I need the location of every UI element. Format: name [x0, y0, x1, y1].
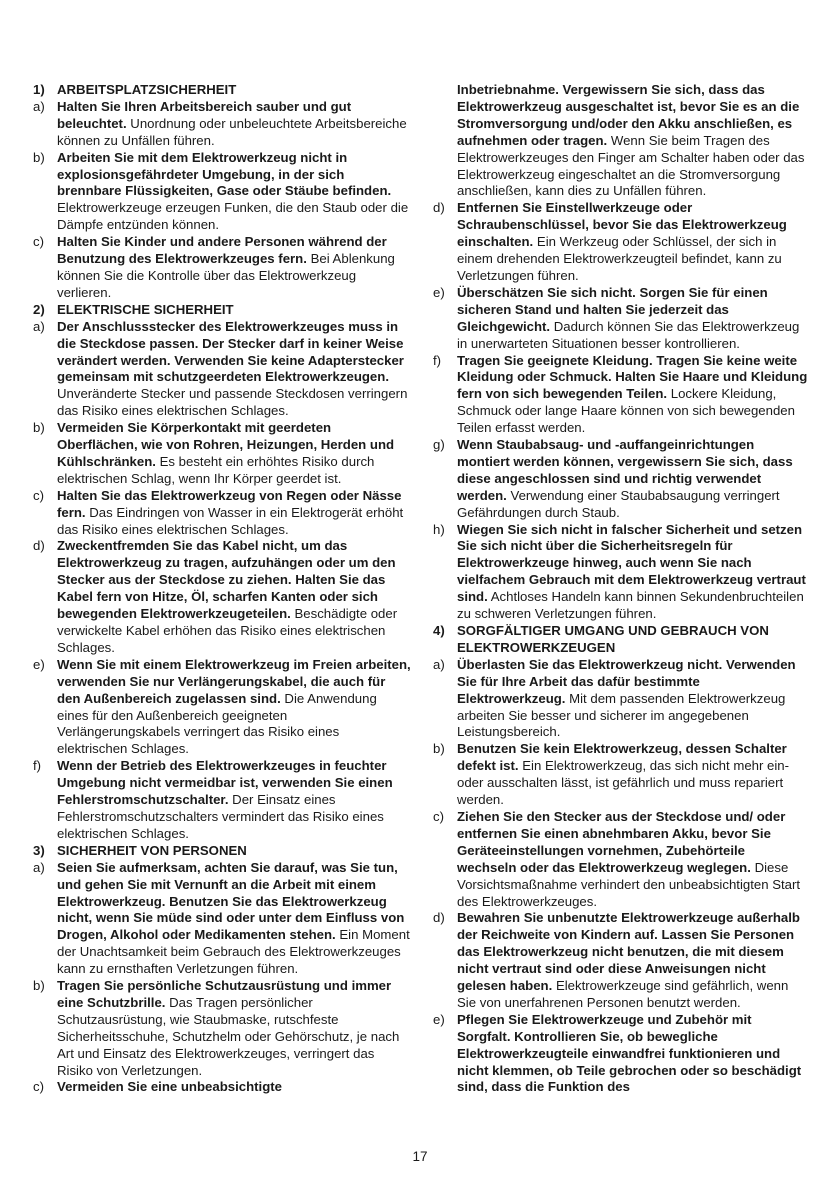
item-marker: b) — [33, 149, 45, 165]
item-explanation: Ein Moment der Unachtsamkeit beim Gebrauch des Elektrowerkzeuges kann zu ernsthaften Verletzungen führen. — [57, 927, 410, 977]
item-marker: c) — [33, 234, 44, 250]
item-marker: a) — [33, 318, 45, 334]
item-instruction: Ziehen Sie den Stecker aus der Steckdose und/ oder entfernen Sie einen abnehmbaren Akku, bevor Sie Geräteeinstellungen vornehmen, Zubehörteile wechseln oder das Elektrowerkzeug weglegen. — [457, 808, 786, 875]
page-number: 17 — [412, 1149, 428, 1164]
item-marker: h) — [433, 521, 445, 537]
instruction-item — [33, 488, 411, 539]
item-explanation: Die Anwendung eines für den Außenbereich geeigneten Verlängerungskabels verringert das Risiko eines elektrischen Schlages. — [57, 690, 377, 757]
instruction-item — [433, 200, 808, 285]
instruction-item — [433, 437, 808, 522]
instruction-item — [33, 99, 411, 150]
item-marker: a) — [33, 98, 45, 114]
instruction-item — [433, 809, 808, 910]
instruction-item — [433, 82, 808, 200]
item-marker: b) — [33, 978, 45, 994]
item-instruction: Tragen Sie persönliche Schutzausrüstung und immer eine Schutzbrille. — [57, 978, 392, 1010]
item-marker — [433, 82, 457, 200]
item-marker: a) — [33, 859, 45, 875]
item-explanation: Unordnung oder unbeleuchtete Arbeitsbereiche können zu Unfällen führen. — [57, 115, 407, 148]
item-instruction: Bewahren Sie unbenutzte Elektrowerkzeuge außerhalb der Reichweite von Kindern auf. Lassen Sie Personen das Elektrowerkzeug nicht benutzen, die mit diesem nicht vertraut sind oder diese Anweisungen nicht gelesen haben. — [457, 910, 800, 994]
item-body — [457, 200, 808, 285]
item-marker: c) — [433, 808, 444, 824]
item-instruction: Tragen Sie geeignete Kleidung. Tragen Sie keine weite Kleidung oder Schmuck. Halten Sie Haare und Kleidung fern von sich bewegenden Teilen. — [457, 352, 808, 402]
instruction-item — [33, 860, 411, 978]
item-body — [457, 522, 808, 623]
item-body — [57, 860, 411, 978]
item-instruction: Der Anschlussstecker des Elektrowerkzeuges muss in die Steckdose passen. Der Stecker darf in keiner Weise verändert werden. Verwenden Sie keine Adapterstecker gemeinsam mit schutzgeerdeten Elektrowerkzeugen. — [57, 318, 404, 385]
item-instruction: Pflegen Sie Elektrowerkzeuge und Zubehör mit Sorgfalt. Kontrollieren Sie, ob bewegliche Elektrowerkzeugteile einwandfrei funktionieren und nicht klemmen, ob Teile gebrochen oder so beschädigt sind, dass die Funktion des — [457, 1011, 802, 1095]
item-instruction: Benutzen Sie kein Elektrowerkzeug, dessen Schalter defekt ist. — [457, 741, 787, 774]
item-body — [457, 353, 808, 438]
item-marker: e) — [33, 656, 45, 672]
item-body — [57, 319, 411, 420]
item-marker: c) — [33, 1079, 44, 1095]
instruction-item — [433, 1012, 808, 1097]
item-explanation: Elektrowerkzeuge erzeugen Funken, die den Staub oder die Dämpfe entzünden können. — [57, 200, 409, 233]
instruction-item — [33, 538, 411, 656]
item-explanation: Dadurch können Sie das Elektrowerkzeug in unerwarteten Situationen besser kontrollieren. — [457, 318, 800, 351]
item-explanation: Achtloses Handeln kann binnen Sekundenbruchteilen zu schweren Verletzungen führen. — [457, 589, 804, 622]
instruction-item — [433, 285, 808, 353]
item-instruction: Entfernen Sie Einstellwerkzeuge oder Schraubenschlüssel, bevor Sie das Elektrowerkzeug einschalten. — [457, 200, 787, 250]
item-marker: g) — [433, 437, 445, 453]
item-body — [457, 809, 808, 910]
section-heading — [433, 623, 808, 657]
item-instruction: Wiegen Sie sich nicht in falscher Sicherheit und setzen Sie sich nicht über die Sicherheitsregeln für Elektrowerkzeuge hinweg, auch wenn Sie nach vielfachem Gebrauch mit dem Elektrowerkzeug vertraut sind. — [457, 521, 806, 605]
section-title: ELEKTRISCHE SICHERHEIT — [57, 301, 234, 317]
item-explanation: Das Tragen persönlicher Schutzausrüstung, wie Staubmaske, rutschfeste Sicherheitsschuhe, Schutzhelm oder Gehörschutz, je nach Art und Einsatz des Elektrowerkzeuges, verringert das Risiko von Verletzungen. — [57, 994, 400, 1078]
left-column — [33, 82, 411, 1096]
instruction-item — [33, 978, 411, 1079]
instruction-item — [433, 353, 808, 438]
item-body — [457, 741, 808, 809]
item-marker: a) — [433, 656, 445, 672]
item-instruction: Arbeiten Sie mit dem Elektrowerkzeug nicht in explosionsgefährdeter Umgebung, in der sich brennbare Flüssigkeiten, Gase oder Stäube befinden. — [57, 149, 392, 199]
item-explanation: Beschädigte oder verwickelte Kabel erhöhen das Risiko eines elektrischen Schlages. — [57, 606, 398, 655]
item-explanation: Diese Vorsichtsmaßnahme verhindert den unbeabsichtigten Start des Elektrowerkzeuges. — [457, 859, 801, 909]
section-number: 2) — [33, 301, 45, 317]
item-instruction: Halten Sie Ihren Arbeitsbereich sauber und gut beleuchtet. — [57, 98, 352, 131]
item-marker: e) — [433, 284, 445, 300]
item-marker: d) — [433, 910, 445, 926]
item-instruction: Halten Sie Kinder und andere Personen während der Benutzung des Elektrowerkzeuges fern. — [57, 234, 387, 267]
section-heading — [33, 843, 411, 860]
item-body — [57, 758, 411, 843]
item-marker: c) — [33, 487, 44, 503]
instruction-item — [433, 741, 808, 809]
item-body — [57, 99, 411, 150]
item-body — [457, 285, 808, 353]
item-body — [457, 910, 808, 1011]
item-explanation: Ein Werkzeug oder Schlüssel, der sich in einem drehenden Elektrowerkzeugteil befindet, kann zu Verletzungen führen. — [457, 234, 782, 283]
section-title: SORGFÄLTIGER UMGANG UND GEBRAUCH VON ELEKTROWERKZEUGEN — [457, 623, 769, 655]
right-column — [433, 82, 808, 1096]
item-explanation: Ein Elektrowerkzeug, das sich nicht mehr ein- oder ausschalten lässt, ist gefährlich und muss repariert werden. — [457, 758, 790, 808]
item-body — [457, 82, 808, 200]
item-body — [57, 1079, 411, 1096]
item-body — [57, 657, 411, 758]
instruction-item — [33, 1079, 411, 1096]
item-explanation: Bei Ablenkung können Sie die Kontrolle über das Elektrowerkzeug verlieren. — [57, 251, 395, 300]
item-marker: f) — [33, 758, 42, 774]
item-body — [57, 978, 411, 1079]
item-body — [57, 420, 411, 488]
item-instruction: Überlasten Sie das Elektrowerkzeug nicht. Verwenden Sie für Ihre Arbeit das dafür bestimmte Elektrowerkzeug. — [457, 656, 796, 706]
item-instruction: Wenn Staubabsaug- und -auffangeinrichtungen montiert werden können, vergewissern Sie sich, dass diese angeschlossen sind und richtig verwendet werden. — [457, 437, 793, 503]
item-body — [57, 150, 411, 235]
item-marker: d) — [33, 538, 45, 554]
instruction-item — [433, 910, 808, 1011]
item-instruction: Vermeiden Sie eine unbeabsichtigte — [57, 1079, 282, 1095]
item-instruction: Halten Sie das Elektrowerkzeug von Regen oder Nässe fern. — [57, 487, 402, 520]
section-heading — [33, 302, 411, 319]
instruction-item — [33, 420, 411, 488]
instruction-item — [433, 522, 808, 623]
section-title: SICHERHEIT VON PERSONEN — [57, 842, 247, 858]
instruction-item — [433, 657, 808, 742]
item-marker: d) — [433, 200, 445, 216]
item-explanation: Wenn Sie beim Tragen des Elektrowerkzeuges den Finger am Schalter haben oder das Elektrowerkzeug eingeschaltet an die Stromversorgung anschließen, kann dies zu Unfällen führen. — [457, 132, 805, 199]
section-number: 1) — [33, 82, 45, 97]
section-title: ARBEITSPLATZSICHERHEIT — [57, 82, 237, 97]
item-explanation: Elektrowerkzeuge sind gefährlich, wenn Sie von unerfahrenen Personen benutzt werden. — [457, 978, 789, 1010]
item-instruction: Seien Sie aufmerksam, achten Sie darauf, was Sie tun, und gehen Sie mit Vernunft an die Arbeit mit einem Elektrowerkzeug. Benutzen Sie das Elektrowerkzeug nicht, wenn Sie müde sind oder unter dem Einfluss von Drogen, Alkohol oder Medikamenten stehen. — [57, 859, 405, 943]
item-explanation: Es besteht ein erhöhtes Risiko durch elektrischen Schlag, wenn Ihr Körper geerdet ist. — [57, 453, 375, 486]
section-heading — [33, 82, 411, 99]
section-number: 3) — [33, 842, 45, 858]
item-instruction: Zweckentfremden Sie das Kabel nicht, um das Elektrowerkzeug zu tragen, aufzuhängen oder um den Stecker aus der Steckdose zu ziehen. Halten Sie das Kabel fern von Hitze, Öl, scharfen Kanten oder sich bewegenden Elektrowerkzeugeteilen. — [57, 538, 396, 622]
instruction-item — [33, 758, 411, 843]
item-explanation: Verwendung einer Staubabsaugung verringert Gefährdungen durch Staub. — [457, 487, 780, 520]
item-explanation: Der Einsatz eines Fehlerstromschutzschalters vermindert das Risiko eines elektrischen Schlages. — [57, 792, 384, 841]
item-marker: e) — [433, 1011, 445, 1027]
item-body — [57, 234, 411, 302]
item-marker: f) — [433, 352, 442, 368]
item-instruction: Wenn Sie mit einem Elektrowerkzeug im Freien arbeiten, verwenden Sie nur Verlängerungskabel, die auch für den Außenbereich zugelassen sind. — [57, 656, 411, 706]
section-number: 4) — [433, 623, 445, 638]
item-instruction: Wenn der Betrieb des Elektrowerkzeuges in feuchter Umgebung nicht vermeidbar ist, verwenden Sie einen Fehlerstromschutzschalter. — [57, 758, 393, 808]
instruction-item — [33, 234, 411, 302]
instruction-item — [33, 319, 411, 420]
item-instruction: Inbetriebnahme. Vergewissern Sie sich, dass das Elektrowerkzeug ausgeschaltet ist, bevor Sie es an die Stromversorgung und/oder den Akku anschließen, es aufnehmen oder tragen. — [457, 82, 800, 148]
item-body — [457, 437, 808, 522]
item-marker: b) — [33, 420, 45, 436]
item-body — [457, 1012, 808, 1097]
item-body — [457, 657, 808, 742]
instruction-item — [33, 150, 411, 235]
item-explanation: Mit dem passenden Elektrowerkzeug arbeiten Sie besser und sicherer im angegebenen Leistungsbereich. — [457, 690, 786, 740]
item-explanation: Unveränderte Stecker und passende Steckdosen verringern das Risiko eines elektrischen Schlages. — [57, 386, 408, 419]
item-instruction: Vermeiden Sie Körperkontakt mit geerdeten Oberflächen, wie von Rohren, Heizungen, Herden und Kühlschränken. — [57, 420, 395, 469]
item-instruction: Überschätzen Sie sich nicht. Sorgen Sie für einen sicheren Stand und halten Sie jederzeit das Gleichgewicht. — [457, 284, 768, 334]
instruction-item — [33, 657, 411, 758]
item-body — [57, 538, 411, 656]
item-explanation: Lockere Kleidung, Schmuck oder lange Haare können von sich bewegenden Teilen erfasst werden. — [457, 386, 795, 436]
item-body — [57, 488, 411, 539]
item-explanation: Das Eindringen von Wasser in ein Elektrogerät erhöht das Risiko eines elektrischen Schlages. — [57, 504, 404, 537]
item-marker: b) — [433, 741, 445, 757]
